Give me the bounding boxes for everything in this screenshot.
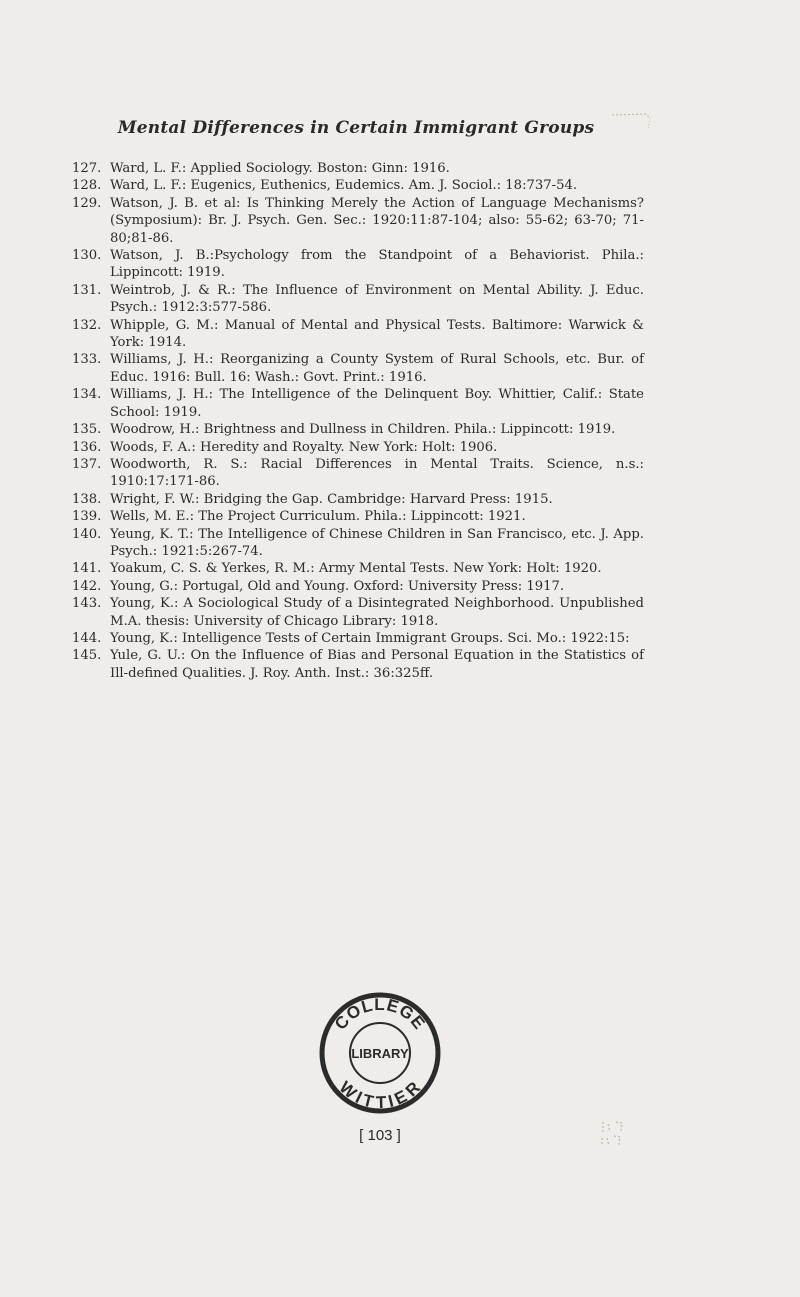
reference-number: 128. — [72, 178, 102, 194]
reference-item — [72, 421, 644, 438]
library-stamp — [315, 985, 445, 1115]
reference-number: 127. — [72, 161, 102, 176]
reference-item — [72, 439, 644, 456]
reference-text: Yule, G. U.: On the Influence of Bias and Personal Equation in the Statistics of Ill-defined Qualities. J. Roy. Anth. Inst.: 36:325ff. — [110, 648, 644, 681]
reference-item — [72, 247, 644, 282]
reference-text: Watson, J. B. et al: Is Thinking Merely the Action of Language Mechanisms? (Symposium): Br. J. Psych. Gen. Sec.: 1920:11:87-104; also: 55-62; 63-70; 71-80;81-86. — [110, 195, 644, 246]
reference-number: 140. — [72, 526, 102, 542]
reference-text: Ward, L. F.: Applied Sociology. Boston: Ginn: 1916. — [110, 161, 450, 176]
reference-number: 142. — [72, 578, 102, 594]
scan-marks — [598, 1118, 628, 1150]
reference-number: 137. — [72, 456, 102, 472]
page-number: [ 103 ] — [359, 1127, 401, 1144]
reference-number: 130. — [72, 248, 102, 264]
reference-item — [72, 386, 644, 421]
reference-item — [72, 630, 644, 647]
reference-number: 141. — [72, 561, 102, 577]
reference-item — [72, 177, 644, 194]
reference-item — [72, 456, 644, 491]
reference-item — [72, 578, 644, 595]
reference-number: 143. — [72, 596, 102, 612]
reference-text: Wright, F. W.: Bridging the Gap. Cambridge: Harvard Press: 1915. — [110, 491, 553, 507]
reference-item — [72, 282, 644, 317]
reference-number: 131. — [72, 282, 102, 298]
reference-item — [72, 351, 644, 386]
reference-number: 145. — [72, 648, 102, 664]
reference-item — [72, 560, 644, 577]
reference-text: Williams, J. H.: The Intelligence of the Delinquent Boy. Whittier, Calif.: State School: 1919. — [110, 387, 644, 420]
reference-text: Woods, F. A.: Heredity and Royalty. New York: Holt: 1906. — [110, 439, 498, 455]
reference-item — [72, 647, 644, 682]
reference-number: 138. — [72, 491, 102, 507]
reference-text: Wells, M. E.: The Project Curriculum. Phila.: Lippincott: 1921. — [110, 509, 526, 525]
reference-text: Ward, L. F.: Eugenics, Euthenics, Eudemics. Am. J. Sociol.: 18:737-54. — [110, 178, 578, 194]
reference-item — [72, 195, 644, 247]
reference-text: Young, G.: Portugal, Old and Young. Oxford: University Press: 1917. — [110, 578, 565, 594]
reference-item — [72, 491, 644, 508]
reference-list — [72, 160, 644, 682]
reference-text: Woodrow, H.: Brightness and Dullness in Children. Phila.: Lippincott: 1919. — [110, 422, 616, 438]
reference-text: Young, K.: Intelligence Tests of Certain Immigrant Groups. Sci. Mo.: 1922:15: — [110, 630, 630, 646]
reference-text: Whipple, G. M.: Manual of Mental and Physical Tests. Baltimore: Warwick & York: 1914. — [110, 317, 644, 351]
reference-item — [72, 526, 644, 561]
reference-number: 132. — [72, 317, 102, 333]
reference-text: Woodworth, R. S.: Racial Differences in Mental Traits. Science, n.s.: 1910:17:171-86. — [110, 456, 644, 490]
reference-number: 144. — [72, 630, 102, 646]
reference-text: Yeung, K. T.: The Intelligence of Chinese Children in San Francisco, etc. J. App. Psych.: 1921:5:267-74. — [110, 526, 644, 559]
reference-text: Williams, J. H.: Reorganizing a County System of Rural Schools, etc. Bur. of Educ. 1916: Bull. 16: Wash.: Govt. Print.: 1916. — [110, 352, 644, 385]
reference-number: 136. — [72, 439, 102, 455]
reference-item — [72, 317, 644, 352]
page-title: Mental Differences in Certain Immigrant Groups — [117, 118, 595, 138]
reference-text: Yoakum, C. S. & Yerkes, R. M.: Army Mental Tests. New York: Holt: 1920. — [110, 561, 602, 577]
reference-number: 129. — [72, 195, 102, 211]
reference-item — [72, 595, 644, 630]
reference-text: Weintrob, J. & R.: The Influence of Environment on Mental Ability. J. Educ. Psych.: 1912:3:577-586. — [110, 282, 644, 316]
stamp-top-text: COLLEGE — [330, 994, 430, 1034]
reference-number: 139. — [72, 509, 102, 525]
reference-number: 135. — [72, 422, 102, 438]
stamp-bottom-text: WITTIER — [335, 1077, 425, 1113]
reference-number: 133. — [72, 352, 102, 368]
reference-text: Watson, J. B.:Psychology from the Standpoint of a Behaviorist. Phila.: Lippincott: 1919. — [110, 248, 644, 281]
stamp-middle-text: LIBRARY — [351, 1046, 409, 1061]
reference-item — [72, 160, 644, 177]
reference-item — [72, 508, 644, 525]
reference-text: Young, K.: A Sociological Study of a Disintegrated Neighborhood. Unpublished M.A. thesis: University of Chicago Library: 1918. — [110, 596, 644, 629]
scan-corner-mark — [610, 112, 652, 132]
reference-number: 134. — [72, 387, 102, 403]
